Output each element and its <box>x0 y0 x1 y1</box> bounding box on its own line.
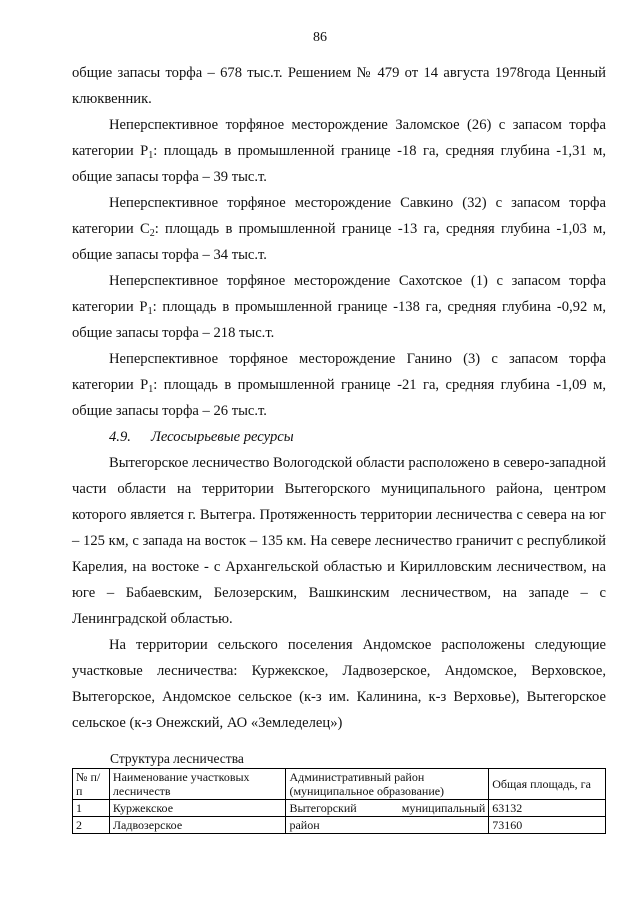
paragraph-savkino: Неперспективное торфяное месторождение Савкино (32) с запасом торфа категории $С_2$: площадь в промышленной границе -13 га, средняя глубина -1,03 м, общие запасы торфа – 34 тыс.т. <box>72 195 606 263</box>
paragraph-ganino: Неперспективное торфяное месторождение Ганино (3) с запасом торфа категории $Р_1$: площадь в промышленной границе -21 га, средняя глубина -1,09 м, общие запасы торфа – 26 тыс.т. <box>72 351 606 419</box>
paragraph-forestry-location: Вытегорское лесничество Вологодской области расположено в северо-западной части области на территории Вытегорского муниципального района, центром которого является г. Вытегра. Протяженность территории лесничества с севера на юг – 125 км, с запада на восток – 135 км. На севере лесничество граничит с республикой Карелия, на востоке - с Архангельской областью и Кирилловским лесничеством, на юге – Бабаевским, Белозерским, Вашкинским лесничеством, на западе – с Ленинградской областью. <box>72 455 606 627</box>
cell-num: 2 <box>73 817 110 834</box>
cell-admin: Вытегорский муниципальный <box>286 800 489 817</box>
cell-num: 1 <box>73 800 110 817</box>
cell-area: 63132 <box>489 800 606 817</box>
forestry-structure-table <box>72 768 606 834</box>
cell-area: 73160 <box>489 817 606 834</box>
header-admin: Административный район (муниципальное образование) <box>286 769 489 800</box>
page-content <box>72 60 606 834</box>
cell-name: Куржекское <box>109 800 286 817</box>
table-caption: Структура лесничества <box>110 751 244 766</box>
table-row <box>73 800 606 817</box>
section-title: Лесосырьевые ресурсы <box>151 429 294 445</box>
page-number: 86 <box>313 30 327 45</box>
header-num: № п/п <box>73 769 110 800</box>
section-number: 4.9. <box>109 429 131 445</box>
table-header-row <box>73 769 606 800</box>
paragraph-zalomskoe: Неперспективное торфяное месторождение Заломское (26) с запасом торфа категории $Р_1$: площадь в промышленной границе -18 га, средняя глубина -1,31 м, общие запасы торфа – 39 тыс.т. <box>72 117 606 185</box>
header-area: Общая площадь, га <box>489 769 606 800</box>
paragraph-forestry-districts: На территории сельского поселения Андомское расположены следующие участковые лесничества: Куржекское, Ладвозерское, Андомское, Верховское, Вытегорское, Андомское сельское (к-з им. Калинина, к-з Верховье), Вытегорское сельское (к-з Онежский, АО «Земледелец») <box>72 637 606 731</box>
paragraph-peat-continuation: общие запасы торфа – 678 тыс.т. Решением № 479 от 14 августа 1978года Ценный клюквенник. <box>72 65 606 107</box>
cell-admin: район <box>286 817 489 834</box>
paragraph-sakhotskoe: Неперспективное торфяное месторождение Сахотское (1) с запасом торфа категории $Р_1$: площадь в промышленной границе -138 га, средняя глубина -0,92 м, общие запасы торфа – 218 тыс.т. <box>72 273 606 341</box>
cell-name: Ладвозерское <box>109 817 286 834</box>
header-name: Наименование участковых лесничеств <box>109 769 286 800</box>
table-row <box>73 817 606 834</box>
section-heading <box>72 424 606 450</box>
